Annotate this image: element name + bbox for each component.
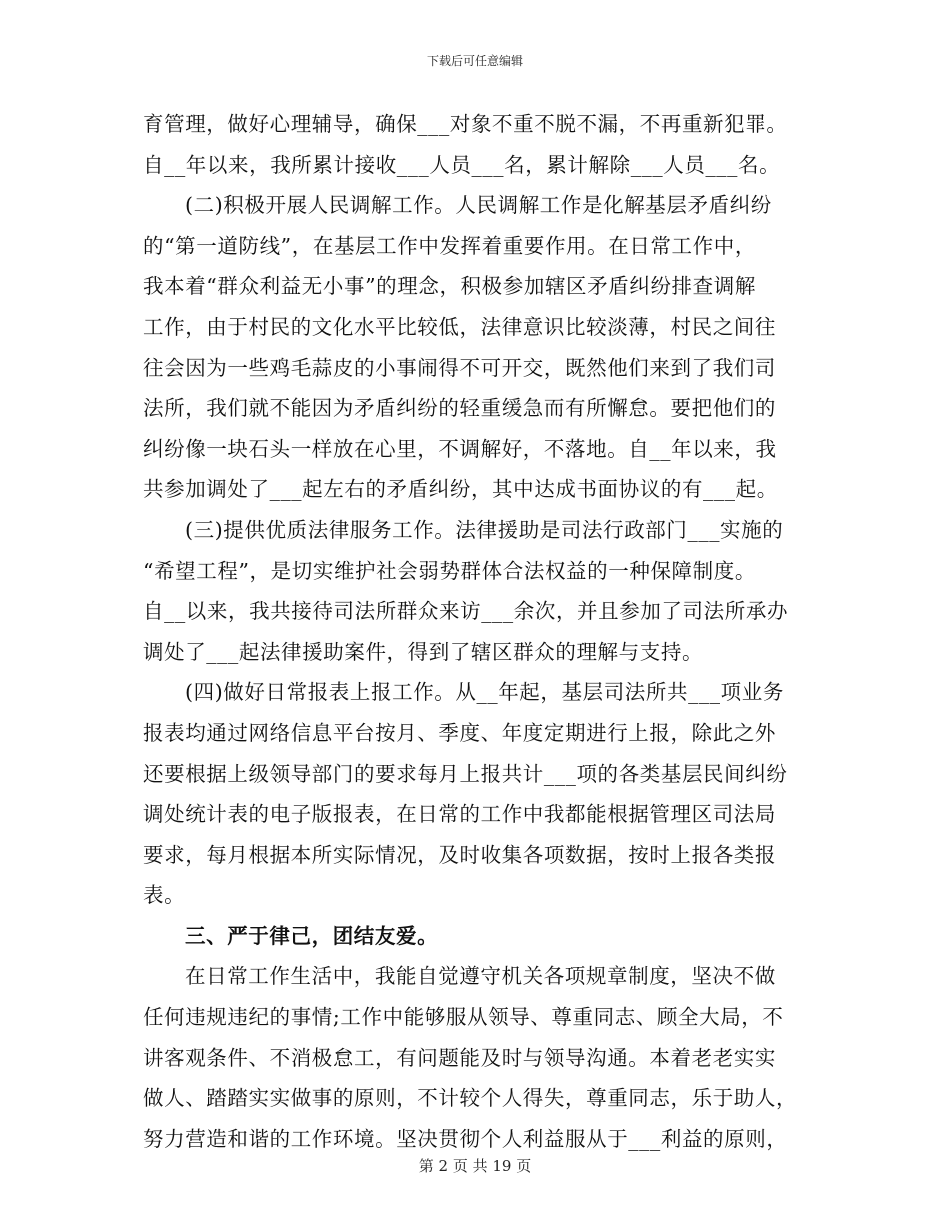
text-line: 任何违规违纪的事情;工作中能够服从领导、尊重同志、顾全大局，不 (143, 1005, 784, 1030)
section-three-paragraph: (三)提供优质法律服务工作。法律援助是司法行政部门___实施的 (185, 517, 784, 542)
text-line: 做人、踏踏实实做事的原则，不计较个人得失，尊重同志，乐于助人， (143, 1086, 798, 1111)
text-line: 工作，由于村民的文化水平比较低，法律意识比较淡薄，村民之间往 (143, 314, 776, 339)
text-line: 调处了___起法律援助案件，得到了辖区群众的理解与支持。 (143, 639, 704, 664)
text-line: 法所，我们就不能因为矛盾纠纷的轻重缓急而有所懈怠。要把他们的 (143, 396, 776, 421)
text-line: 要求，每月根据本所实际情况，及时收集各项数据，按时上报各类报 (143, 842, 776, 867)
page-header: 下载后可任意编辑 (426, 54, 523, 68)
text-line: 讲客观条件、不消极怠工，有问题能及时与领导沟通。本着老老实实 (143, 1045, 776, 1070)
closing-paragraph: 在日常工作生活中，我能自觉遵守机关各项规章制度，坚决不做 (185, 964, 776, 989)
text-line: 共参加调处了___起左右的矛盾纠纷，其中达成书面协议的有___起。 (143, 477, 778, 502)
section-heading: 三、严于律己，团结友爱。 (185, 923, 439, 948)
text-line: 自__年以来，我所累计接收___人员___名，累计解除___人员___名。 (143, 152, 781, 177)
text-line: 育管理，做好心理辅导，确保___对象不重不脱不漏，不再重新犯罪。 (143, 112, 788, 136)
text-line: 表。 (143, 883, 186, 908)
document-body (143, 104, 805, 1159)
text-line: 纠纷像一块石头一样放在心里，不调解好，不落地。自__年以来，我 (143, 436, 777, 461)
text-line: 往会因为一些鸡毛蒜皮的小事闹得不可开交，既然他们来到了我们司 (143, 355, 776, 380)
text-line: “希望工程”，是切实维护社会弱势群体合法权益的一种保障制度。 (143, 558, 756, 583)
text-line: 的“第一道防线”，在基层工作中发挥着重要作用。在日常工作中， (143, 233, 756, 258)
text-line: 调处统计表的电子版报表，在日常的工作中我都能根据管理区司法局 (143, 802, 776, 827)
section-two-paragraph: (二)积极开展人民调解工作。人民调解工作是化解基层矛盾纠纷 (185, 193, 772, 218)
text-line: 报表均通过网络信息平台按月、季度、年度定期进行上报，除此之外 (143, 720, 776, 745)
text-line: 努力营造和谐的工作环境。坚决贯彻个人利益服从于___利益的原则， (143, 1126, 788, 1151)
page-footer: 第 2 页 共 19 页 (418, 1157, 532, 1175)
section-four-paragraph: (四)做好日常报表上报工作。从__年起，基层司法所共___项业务 (185, 680, 784, 705)
text-line: 我本着“群众利益无小事”的理念，积极参加辖区矛盾纠纷排查调解 (143, 274, 756, 299)
text-line: 自__以来，我共接待司法所群众来访___余次，并且参加了司法所承办 (143, 599, 789, 624)
text-line: 还要根据上级领导部门的要求每月上报共计___项的各类基层民间纠纷 (143, 761, 788, 786)
